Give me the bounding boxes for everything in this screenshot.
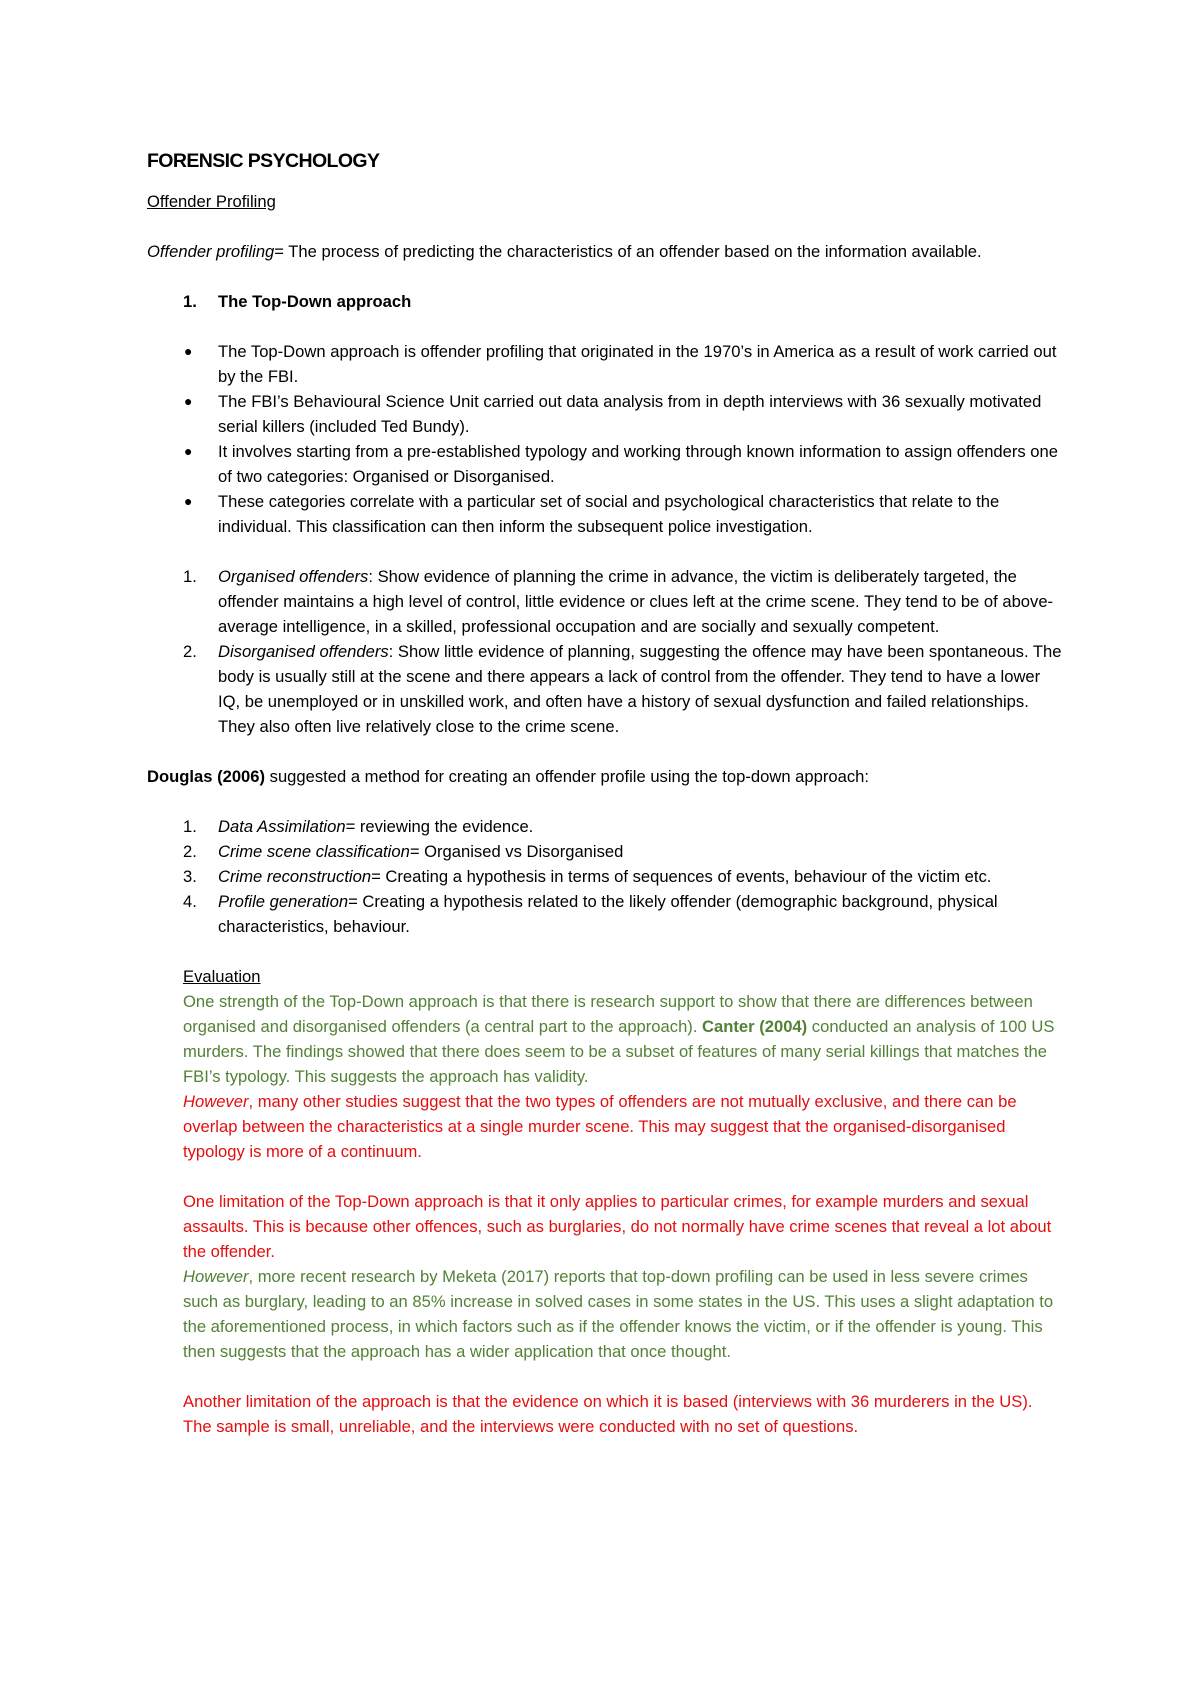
- definition-paragraph: [147, 239, 1062, 264]
- step-term: Profile generation: [218, 892, 349, 911]
- approach-heading: [147, 289, 1062, 314]
- douglas-paragraph: Douglas (2006) suggested a method for creating an offender profile using the top-down approach:: [147, 767, 869, 786]
- limitation-paragraph: Another limitation of the approach is that the evidence on which it is based (interviews with 36 murderers in the US). The sample is small, unreliable, and the interviews were conducted with no set of questions.: [183, 1392, 1033, 1436]
- bullet-icon: ●: [184, 443, 193, 459]
- douglas-citation: Douglas (2006): [147, 767, 266, 786]
- list-item: ● The Top-Down approach is offender profiling that originated in the 1970’s in America as a result of work carried out by the FBI.: [147, 339, 1062, 389]
- document-title: FORENSIC PSYCHOLOGY: [147, 150, 380, 172]
- bullet-icon: ●: [184, 493, 193, 509]
- evaluation-heading: Evaluation: [183, 967, 261, 986]
- list-item: ● It involves starting from a pre-established typology and working through known information to assign offenders one of two categories: Organised or Disorganised.: [147, 439, 1062, 489]
- step-term: Data Assimilation: [218, 817, 346, 836]
- list-item: ● The FBI’s Behavioural Science Unit carried out data analysis from in depth interviews with 36 sexually motivated serial killers (included Ted Bundy).: [147, 389, 1062, 439]
- step-term: Crime reconstruction: [218, 867, 372, 886]
- approach-number: 1.: [183, 292, 197, 311]
- document-body: [147, 139, 1062, 1439]
- category-term: Disorganised offenders: [218, 642, 389, 661]
- step-term: Crime scene classification: [218, 842, 410, 861]
- evaluation-section: [147, 964, 1062, 1439]
- list-item: 3. Crime reconstruction= Creating a hypothesis in terms of sequences of events, behaviour of the victim etc.: [183, 867, 992, 886]
- definition-text: = The process of predicting the characteristics of an offender based on the information available.: [274, 242, 982, 261]
- category-term: Organised offenders: [218, 567, 369, 586]
- list-item: 1. Organised offenders: Show evidence of planning the crime in advance, the victim is deliberately targeted, the offender maintains a high level of control, little evidence or clues left at the crime scene. They tend to be of above-average intelligence, in a skilled, professional occupation and are socially and sexually competent.: [183, 567, 1054, 636]
- list-item: 1. Data Assimilation= reviewing the evidence.: [183, 817, 534, 836]
- bullet-icon: ●: [184, 343, 193, 359]
- list-item: 4. Profile generation= Creating a hypothesis related to the likely offender (demographic background, physical characteristics, behaviour.: [183, 892, 998, 936]
- counterpoint-paragraph: However, more recent research by Meketa (2017) reports that top-down profiling can be used in less severe crimes such as burglary, leading to an 85% increase in solved cases in some states in the US. This uses a slight adaptation to the aforementioned process, in which factors such as if the offender knows the victim, or if the offender is young. This then suggests that the approach has a wider application that once thought.: [183, 1267, 1054, 1361]
- category-list: [147, 564, 1062, 739]
- canter-citation: Canter (2004): [702, 1017, 808, 1036]
- list-item: ● These categories correlate with a particular set of social and psychological characteristics that relate to the individual. This classification can then inform the subsequent police investigation.: [147, 489, 1062, 539]
- limitation-paragraph: One limitation of the Top-Down approach is that it only applies to particular crimes, for example murders and sexual assaults. This is because other offences, such as burglaries, do not normally have crime scenes that reveal a lot about the offender.: [183, 1192, 1052, 1261]
- definition-term: Offender profiling: [147, 242, 275, 261]
- approach-title: The Top-Down approach: [218, 292, 412, 311]
- section-heading: Offender Profiling: [147, 192, 276, 211]
- list-item: 2. Crime scene classification= Organised vs Disorganised: [183, 842, 624, 861]
- strength-paragraph: One strength of the Top-Down approach is that there is research support to show that there are differences between organised and disorganised offenders (a central part to the approach). Canter (2004) conducted an analysis of 100 US murders. The findings showed that there does seem to be a subset of features of many serial killings that matches the FBI’s typology. This suggests the approach has validity.: [183, 992, 1055, 1086]
- bullet-list: [147, 339, 1062, 539]
- bullet-icon: ●: [184, 393, 193, 409]
- steps-list: [147, 814, 1062, 939]
- list-item: 2. Disorganised offenders: Show little evidence of planning, suggesting the offence may have been spontaneous. The body is usually still at the scene and there appears a lack of control from the offender. They tend to have a lower IQ, be unemployed or in unskilled work, and often have a history of sexual dysfunction and failed relationships. They also often live relatively close to the crime scene.: [183, 642, 1062, 736]
- counterpoint-paragraph: However, many other studies suggest that the two types of offenders are not mutually exclusive, and there can be overlap between the characteristics at a single murder scene. This may suggest that the organised-disorganised typology is more of a continuum.: [183, 1092, 1017, 1161]
